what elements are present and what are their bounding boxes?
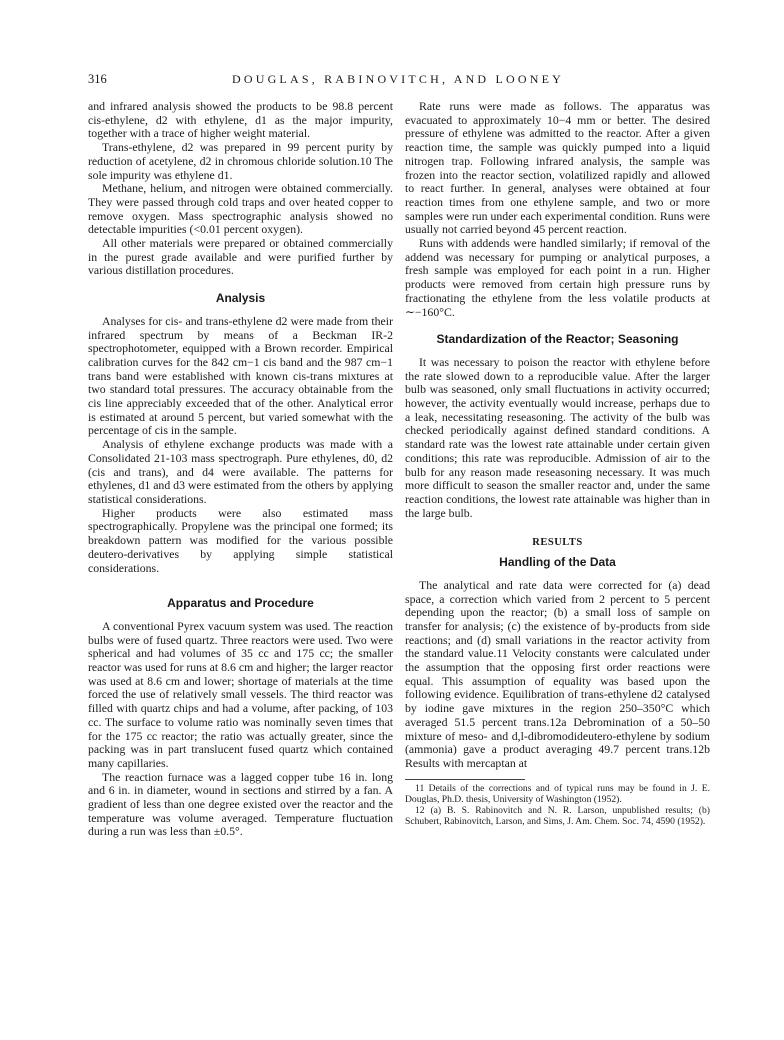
paragraph: Analysis of ethylene exchange products was made with a Consolidated 21-103 mass spectrograph. Pure ethylenes, d0, d2 (cis and trans), and d4 were available. The patterns for ethylenes, d1 and d3 were estimated from the others by applying statistical considerations.	[88, 437, 393, 506]
paragraph: A conventional Pyrex vacuum system was used. The reaction bulbs were of fused quartz. Three reactors were used. Two were spherical and had volumes of 35 cc and 175 cc; the smaller reactor was used for runs at 8.6 cm and higher; the larger reactor was used at 8.6 cm and lower; shortage of materials at the time forced the use of relatively small vessels. The third reactor was filled with quartz chips and had a volume, after packing, of 103 cc. The surface to volume ratio was nominally seven times that for the 175 cc reactor; the ratio was actually greater, since the packing was in part translucent fused quartz which contained many capillaries.	[88, 618, 393, 770]
section-heading-standardization: Standardization of the Reactor; Seasoning	[436, 332, 679, 347]
footnote-rule	[405, 779, 525, 780]
footnotes	[405, 783, 710, 828]
section-heading-results: RESULTS	[532, 537, 583, 549]
running-head-authors: DOUGLAS, RABINOVITCH, AND LOONEY	[231, 72, 565, 86]
paragraph: Trans-ethylene, d2 was prepared in 99 percent purity by reduction of acetylene, d2 in chromous chloride solution.10 The sole impurity was ethylene d1.	[88, 140, 393, 182]
left-column	[88, 100, 393, 839]
section-heading-apparatus: Apparatus and Procedure	[167, 596, 314, 611]
paragraph: Methane, helium, and nitrogen were obtained commercially. They were passed through cold traps and over heated copper to remove oxygen. Mass spectrographic analysis showed no detectable impurities (<0.01 percent oxygen).	[88, 181, 393, 237]
section-heading-analysis: Analysis	[215, 291, 266, 306]
paragraph: The reaction furnace was a lagged copper tube 16 in. long and 6 in. in diameter, wound in sections and stirred by a fan. A gradient of less than one degree existed over the reactor and the temperature was volume averaged. Temperature fluctuation during a run was less than ±0.5°.	[88, 769, 393, 839]
paragraph: The analytical and rate data were corrected for (a) dead space, a correction which varied from 2 percent to 5 percent depending upon the reactor; (b) a small loss of sample on transfer for analysis; (c) the existence of by-products from side reactions; and (d) small variations in the reactor activity from the standard value.11 Velocity constants were calculated under the assumption that the opposing first order reactions were equal. This assumption of equality was based upon the following evidence. Equilibration of trans-ethylene d2 catalysed by iodine gave mixtures in the region 250–350°C which averaged 51.5 percent trans.12a Debromination of a 50–50 mixture of meso- and d,l-dibromodideutero-ethylene by sodium (ammonia) gave a product averaging 49.7 percent trans.12b Results with mercaptan at	[405, 577, 710, 770]
page-number: 316	[88, 72, 107, 86]
paragraph: Analyses for cis- and trans-ethylene d2 were made from their infrared spectrum by means of a Beckman IR-2 spectrophotometer, equipped with a Brown recorder. Empirical calibration curves for the 842 cm−1 cis band and the 987 cm−1 trans band were established with known cis-trans mixtures at two standard total pressures. The accuracy obtainable from the cis line appreciably exceeded that of the other. Analytical error is estimated at around 5 percent, but varied somewhat with the percentage of cis in the sample.	[88, 313, 393, 438]
paragraph: Higher products were also estimated mass spectrographically. Propylene was the principal one formed; its breakdown pattern was modified for the various possible deutero-derivatives by applying simple statistical considerations.	[88, 505, 393, 575]
right-column	[405, 100, 710, 827]
paragraph: Runs with addends were handled similarly; if removal of the addend was necessary for pumping or analytical purposes, a fresh sample was employed for each point in a run. Higher products were removed from certain high pressure runs by fractionating the ethylene from the less volatile products at ∼−160°C.	[405, 236, 710, 319]
paragraph: and infrared analysis showed the products to be 98.8 percent cis-ethylene, d2 with ethylene, d1 as the major impurity, together with a trace of higher weight material.	[88, 99, 393, 141]
footnote-11: 11 Details of the corrections and of typical runs may be found in J. E. Douglas, Ph.D. thesis, University of Washington (1952).	[405, 782, 710, 805]
paragraph: It was necessary to poison the reactor with ethylene before the rate slowed down to a reproducible value. After the larger bulb was seasoned, only small fluctuations in activity occurred; however, the activity eventually would increase, perhaps due to a leak, necessitating reseasoning. The activity of the bulb was checked periodically against defined standard conditions. A standard rate was the lowest rate attainable under certain given conditions; this rate was reproducible. Admission of air to the bulb for any reason made reseasoning necessary. It was much more difficult to season the smaller reactor and, under the same reaction conditions, the lowest rate attainable was higher than in the large bulb.	[405, 354, 710, 520]
footnote-12: 12 (a) B. S. Rabinovitch and N. R. Larson, unpublished results; (b) Schubert, Rabinovitch, Larson, and Sims, J. Am. Chem. Soc. 74, 4590 (1952).	[405, 805, 710, 828]
running-header	[88, 72, 708, 88]
paragraph: Rate runs were made as follows. The apparatus was evacuated to approximately 10−4 mm or better. The desired pressure of ethylene was admitted to the reactor. After a given reaction time, the sample was quickly pumped into a liquid nitrogen trap. Following infrared analysis, the sample was frozen into the reactor section, volatilized rapidly and allowed to react further. In general, analyses were obtained at four reaction times from one ethylene sample, and two or more samples were run under each experimental condition. Runs were usually not carried beyond 45 percent reaction.	[405, 99, 710, 237]
paragraph: All other materials were prepared or obtained commercially in the purest grade available and were purified further by various distillation procedures.	[88, 236, 393, 278]
section-heading-handling: Handling of the Data	[499, 555, 616, 570]
